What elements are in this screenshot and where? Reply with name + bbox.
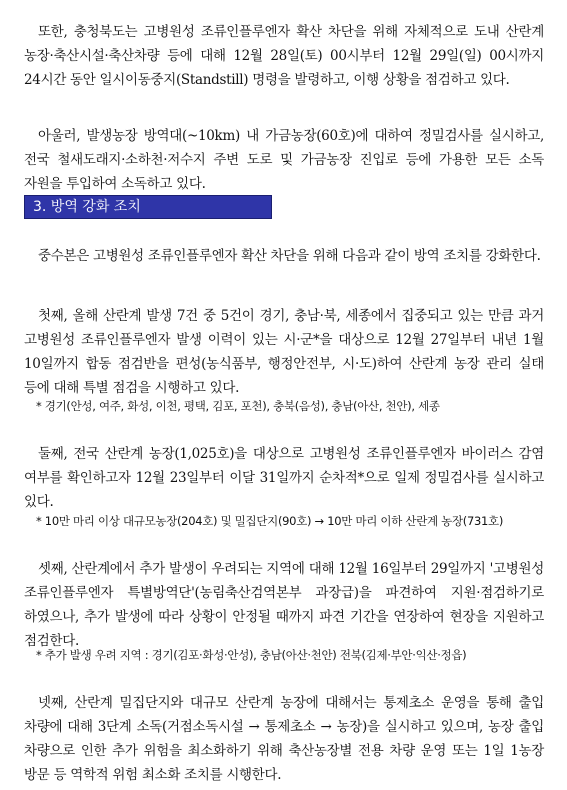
paragraph-first-measure: 첫째, 올해 산란계 발생 7건 중 5건이 경기, 충남·북, 세종에서 집중되고 있는 만큼 과거 고병원성 조류인플루엔자 발생 이력이 있는 시·군*을 대상으로 12월 27일부터 내년 1월 10일까지 합동 점검반을 편성(농식품부, 행정안전부, 시·도)하여 산란계 농장 관리 실태 등에 대해 특별 점검을 시행하고 있다. [24,307,544,396]
paragraph-intro: 중수본은 고병원성 조류인플루엔자 확산 차단을 위해 다음과 같이 방역 조치를 강화한다. [38,247,541,264]
paragraph-standstill-order: 또한, 충청북도는 고병원성 조류인플루엔자 확산 차단을 위해 자체적으로 도내 산란계 농장·축산시설·축산차량 등에 대해 12월 28일(토) 00시부터 12월 29일(일) 00시까지 24시간 동안 일시이동중지(Standstill) 명령을 발령하고, 이행 상황을 점검하고 있다. [24,23,544,88]
paragraph-second-measure: 둘째, 전국 산란계 농장(1,025호)을 대상으로 고병원성 조류인플루엔자 바이러스 감염 여부를 확인하고자 12월 23일부터 이달 31일까지 순차적*으로 일제 정밀검사를 실시하고 있다. [24,445,544,510]
paragraph-fourth-measure: 넷째, 산란계 밀집단지와 대규모 산란계 농장에 대해서는 통제초소 운영을 통해 출입 차량에 대해 3단계 소독(거점소독시설 → 통제초소 → 농장)을 실시하고 있으며, 농장 출입 차량으로 인한 추가 위험을 최소화하기 위해 축산농장별 전용 차량 운영 또는 1일 1농장 방문 등 역학적 위험 최소화 조치를 시행한다. [24,694,544,783]
paragraph-third-measure: 셋째, 산란계에서 추가 발생이 우려되는 지역에 대해 12월 16일부터 29일까지 '고병원성 조류인플루엔자 특별방역단'(농림축산검역본부 과장급)을 파견하여 지원·점검하기로 하였으나, 추가 발생에 따라 상황이 안정될 때까지 파견 기간을 연장하여 현장을 지원하고 점검한다. [24,560,544,649]
paragraph-disinfection: 아울러, 발생농장 방역대(~10km) 내 가금농장(60호)에 대하여 정밀검사를 실시하고, 전국 철새도래지·소하천·저수지 주변 도로 및 가금농장 진입로 등에 가용한 모든 소독 자원을 투입하여 소독하고 있다. [24,127,544,192]
footnote-regions: * 경기(안성, 여주, 화성, 이천, 평택, 김포, 포천), 충북(음성), 충남(아산, 천안), 세종 [36,399,440,413]
section-header [24,195,272,219]
footnote-inspection-order: * 10만 마리 이상 대규모농장(204호) 및 밀집단지(90호) → 10만 마리 이하 산란계 농장(731호) [36,514,504,528]
footnote-risk-areas: * 추가 발생 우려 지역 : 경기(김포·화성·안성), 충남(아산·천안) 전북(김제·부안·익산·정읍) [36,648,467,662]
section-title: 3. 방역 강화 조치 [33,199,141,215]
